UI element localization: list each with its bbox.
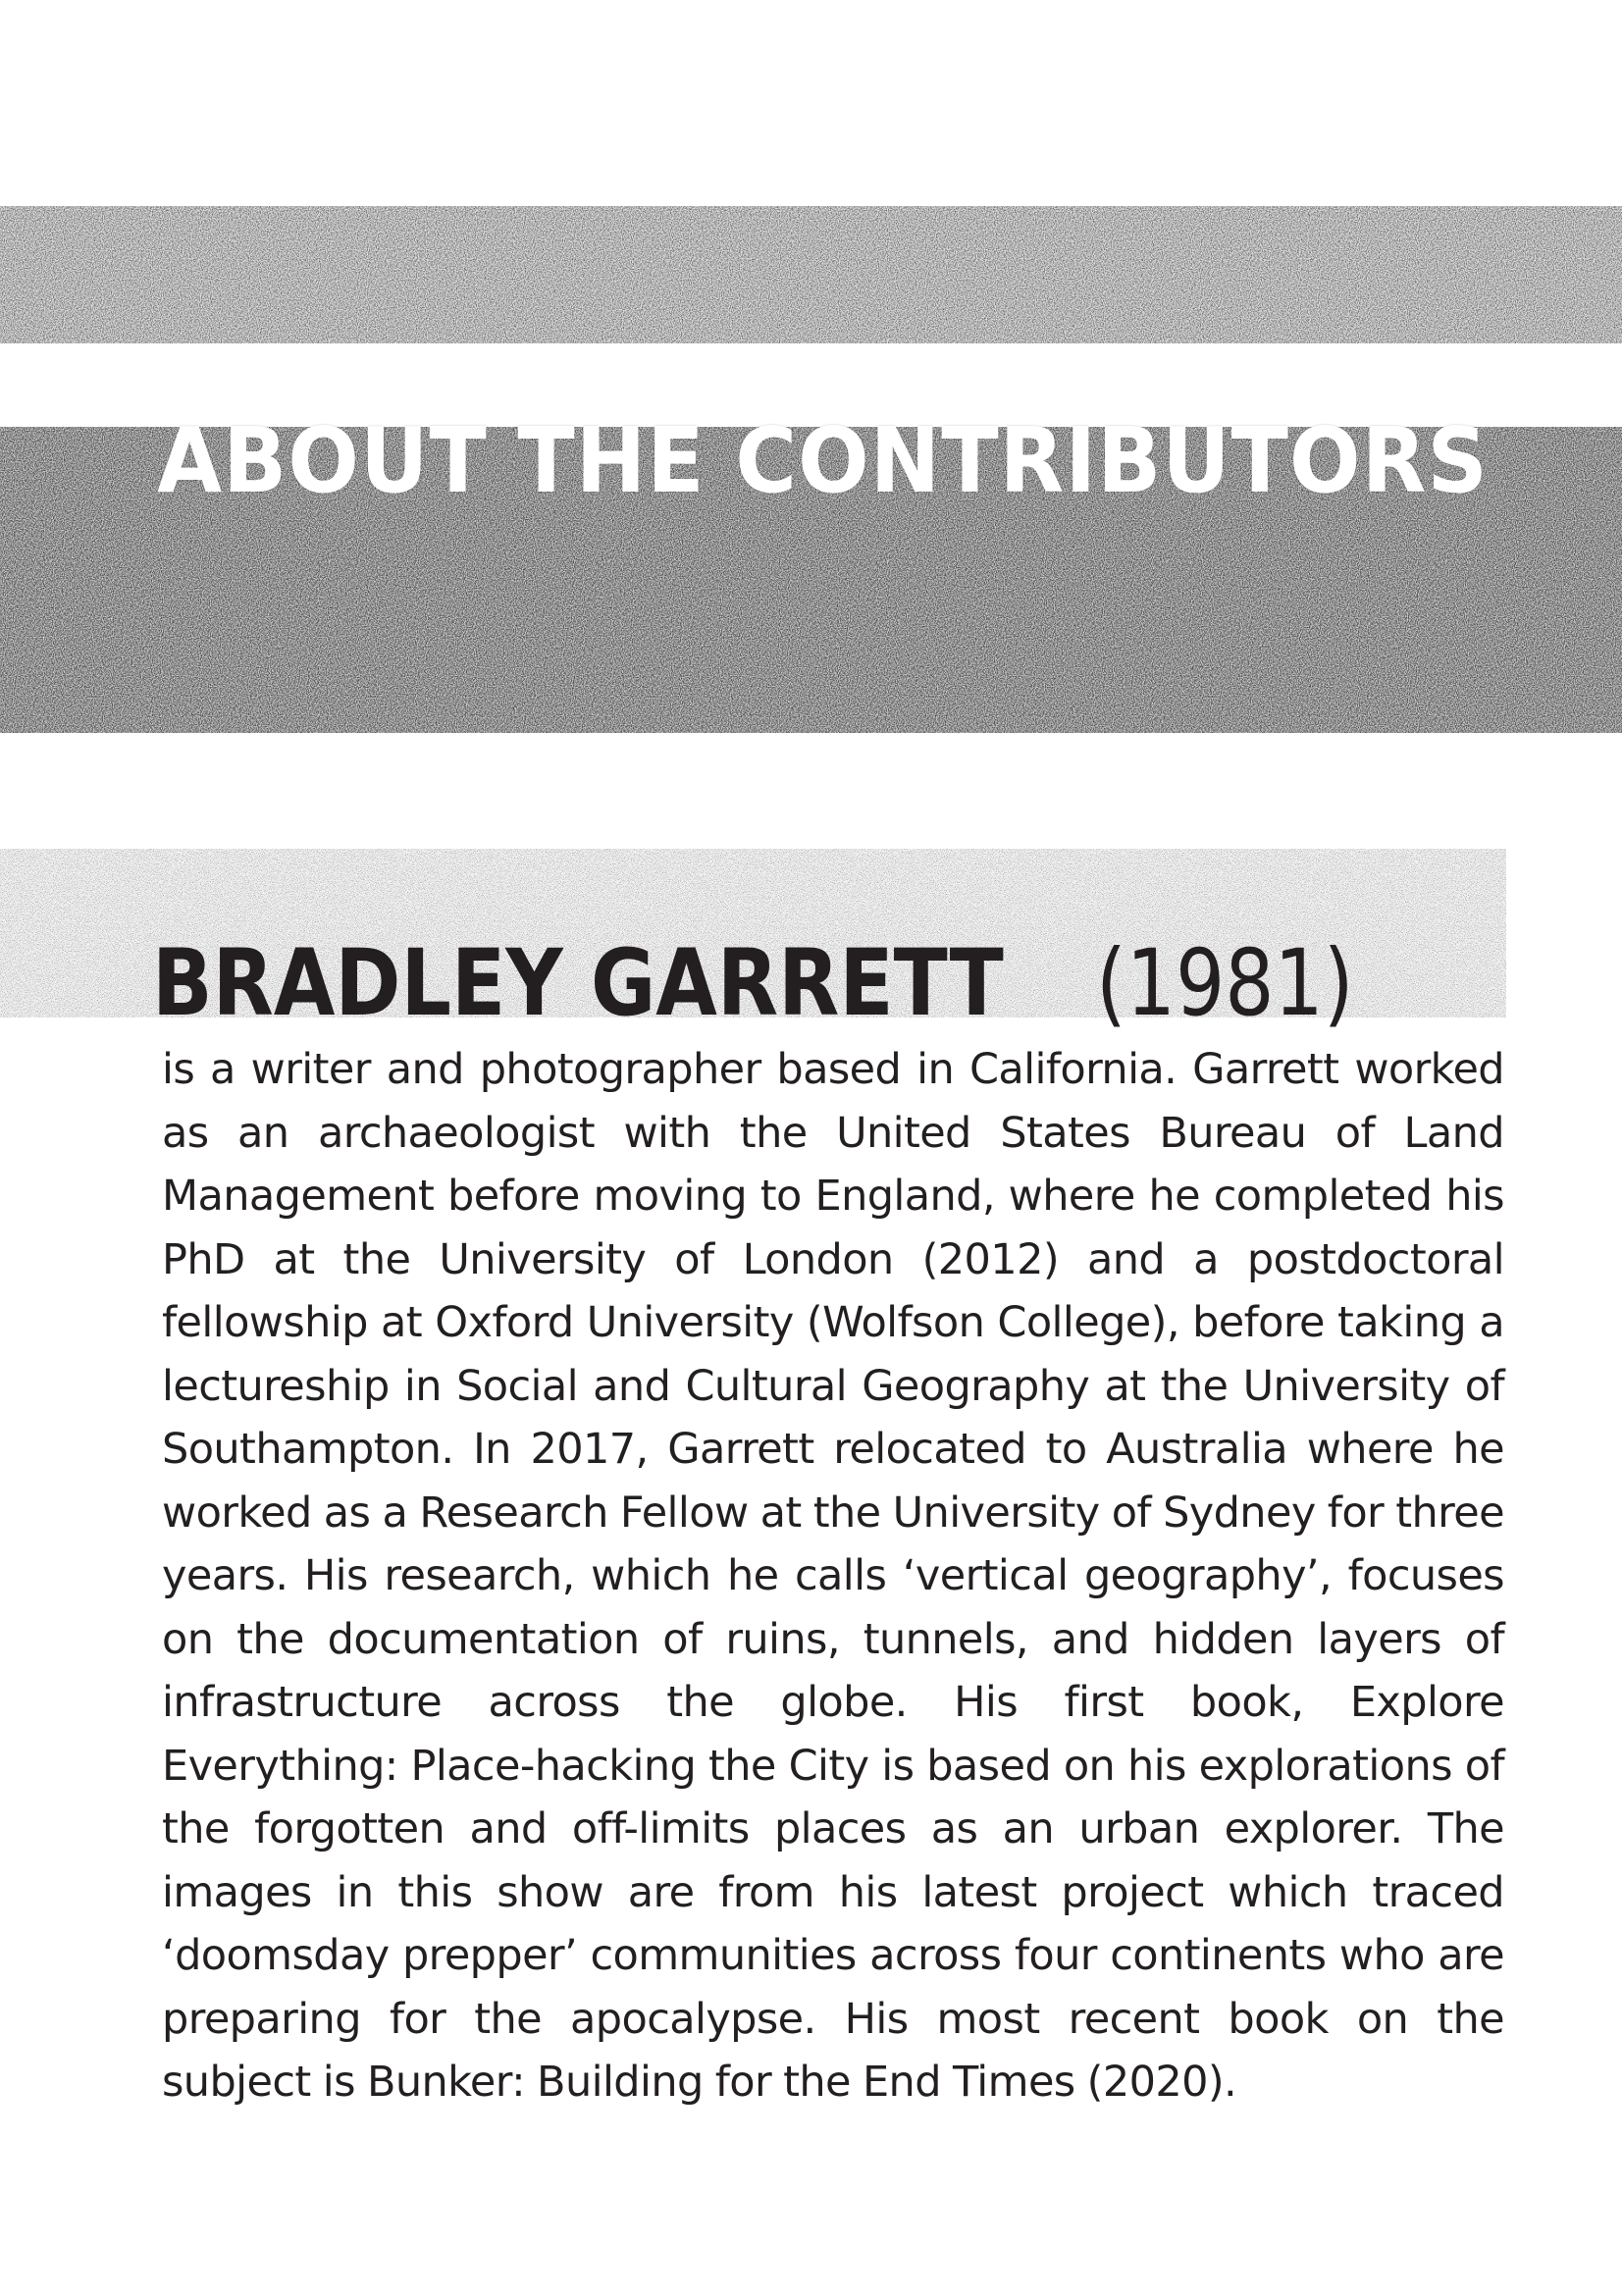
- section-title: ABOUT THE CONTRIBUTORS: [157, 408, 1489, 513]
- contributor-name: BRADLEY GARRETT: [152, 930, 1004, 1037]
- contributor-heading: [152, 930, 1402, 1038]
- contributor-bio: is a writer and photographer based in California. Garrett worked as an archaeologist with the United States Bureau of Land Management before moving to England, where he completed his PhD at the University of London (2012) and a postdoctoral fellowship at Oxford University (Wolfson College), before taking a lectureship in Social and Cultural Geography at the University of Southampton. In 2017, Garrett relocated to Australia where he worked as a Research Fellow at the University of Sydney for three years. His research, which he calls ‘vertical geography’, focuses on the documentation of ruins, tunnels, and hidden layers of infrastructure across the globe. His first book, Explore Everything: Place-hacking the City is based on his explorations of the forgotten and off-limits places as an urban explorer. The images in this show are from his latest project which traced ‘doomsday prepper’ communities across four continents who are preparing for the apocalypse. His most recent book on the subject is Bunker: Building for the End Times (2020).: [162, 1045, 1504, 2107]
- decorative-texture-band-top: [0, 206, 1622, 343]
- contributor-birth-year: (1981): [1095, 930, 1354, 1037]
